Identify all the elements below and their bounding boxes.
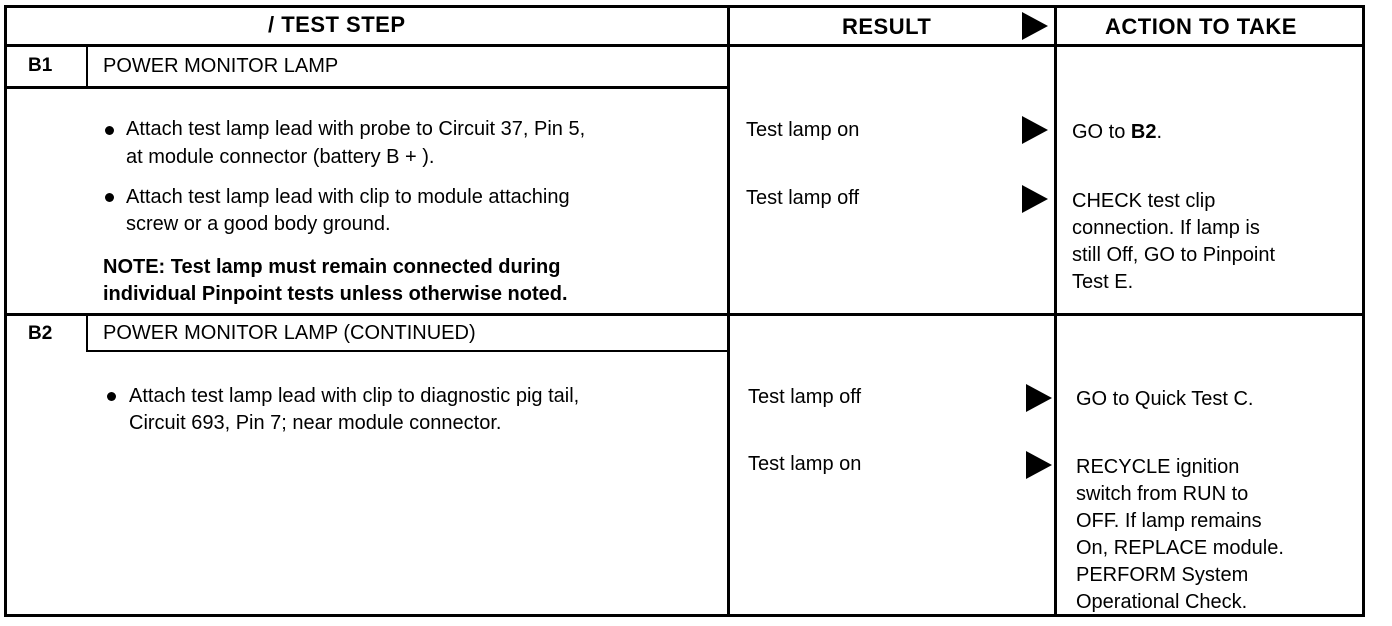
b2-result-2: Test lamp on [748, 453, 862, 475]
result-arrow-icon [1026, 384, 1052, 412]
b2-action-2-line-5: PERFORM System [1076, 564, 1249, 586]
header-result: RESULT [842, 14, 932, 39]
step-id-b1: B1 [28, 55, 53, 76]
b1-bullet-2-line-2: screw or a good body ground. [126, 213, 391, 235]
b2-action-2-line-6: Operational Check. [1076, 591, 1248, 613]
step-id-b2: B2 [28, 323, 53, 344]
b1-id-divider [86, 46, 88, 88]
step-separator [4, 313, 1364, 316]
bullet-icon [105, 193, 114, 202]
result-arrow-icon [1022, 116, 1048, 144]
b2-bullet-1-line-2: Circuit 693, Pin 7; near module connector. [129, 412, 502, 434]
b1-title-bottom [4, 86, 730, 89]
b1-action-1-ref: B2 [1130, 121, 1157, 143]
table-border-right [1362, 5, 1365, 617]
header-divider [4, 44, 1364, 47]
bullet-icon [107, 392, 116, 401]
b1-action-2-line-1: CHECK test clip [1072, 190, 1216, 212]
b2-action-2-line-4: On, REPLACE module. [1076, 537, 1284, 559]
b2-title-bottom [86, 350, 730, 352]
b2-action-1: GO to Quick Test C. [1076, 388, 1254, 410]
result-arrow-icon [1026, 451, 1052, 479]
b1-note-line-2: individual Pinpoint tests unless otherwise noted. [103, 283, 568, 305]
header-arrow-icon [1022, 12, 1048, 40]
header-test-step: / TEST STEP [268, 12, 406, 37]
b1-action-2-line-3: still Off, GO to Pinpoint [1072, 244, 1276, 266]
b1-bullet-2-line-1: Attach test lamp lead with clip to module attaching [126, 186, 570, 208]
b1-result-1: Test lamp on [746, 119, 860, 141]
b1-note-line-1: NOTE: Test lamp must remain connected during [103, 256, 561, 278]
b2-id-divider [86, 315, 88, 352]
b1-bullet-1-line-1: Attach test lamp lead with probe to Circuit 37, Pin 5, [126, 118, 586, 140]
table-border-top [4, 5, 1364, 8]
bullet-icon [105, 126, 114, 135]
column-divider-action [1054, 5, 1057, 617]
b1-bullet-1-line-2: at module connector (battery B + ). [126, 146, 435, 168]
b1-action-1: GO to B2. [1072, 121, 1163, 143]
result-arrow-icon [1022, 185, 1048, 213]
step-title-b2: POWER MONITOR LAMP (CONTINUED) [103, 322, 476, 344]
b2-action-2-line-2: switch from RUN to [1076, 483, 1249, 505]
b1-action-2-line-2: connection. If lamp is [1072, 217, 1260, 239]
table-border-left [4, 5, 7, 617]
b2-action-2-line-3: OFF. If lamp remains [1076, 510, 1262, 532]
b1-result-2: Test lamp off [746, 187, 860, 209]
b2-action-2-line-1: RECYCLE ignition [1076, 456, 1240, 478]
b1-action-2-line-4: Test E. [1072, 271, 1134, 293]
b2-result-1: Test lamp off [748, 386, 862, 408]
header-action: ACTION TO TAKE [1105, 14, 1297, 39]
column-divider-result [727, 5, 730, 617]
step-title-b1: POWER MONITOR LAMP [103, 55, 339, 77]
b2-bullet-1-line-1: Attach test lamp lead with clip to diagnostic pig tail, [129, 385, 580, 407]
